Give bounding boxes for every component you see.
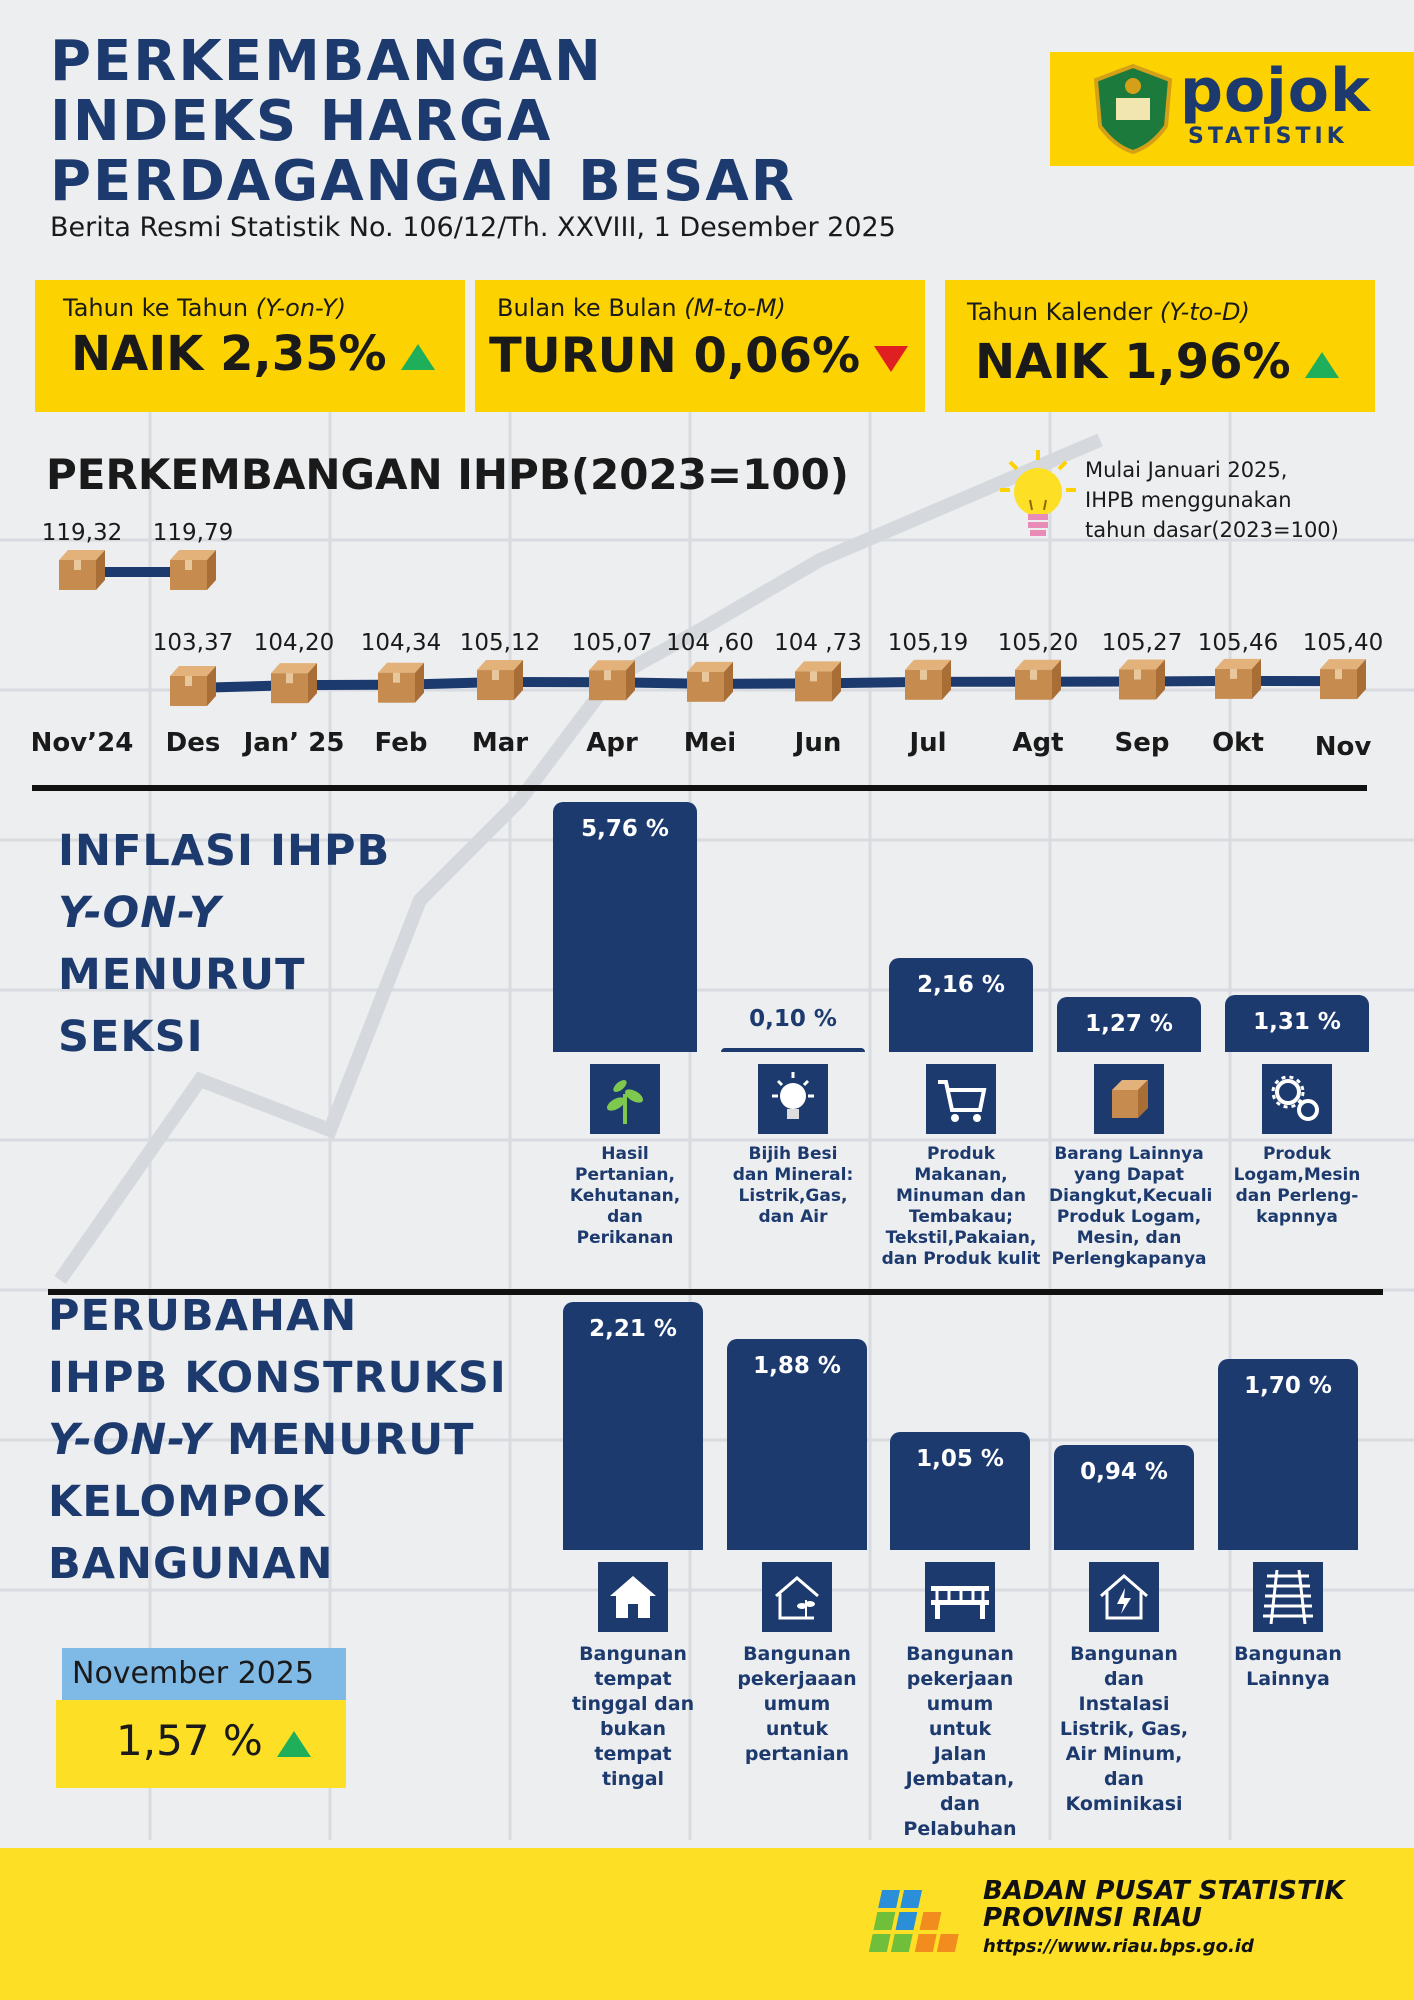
riau-emblem-icon <box>1092 64 1174 154</box>
seksi-heading <box>58 820 390 1068</box>
point-label: 104,34 <box>360 630 442 656</box>
cardboard-box-icon <box>1015 660 1061 700</box>
up-arrow-icon <box>277 1731 311 1757</box>
heading-line: BANGUNAN <box>48 1539 334 1589</box>
trend-svg <box>0 510 1414 770</box>
point-label: 104,20 <box>253 630 335 656</box>
category-label-line: untuk <box>928 1718 992 1740</box>
category-label-line: pertanian <box>744 1743 850 1765</box>
month-label: Nov’24 <box>30 728 134 758</box>
konstruksi-heading <box>48 1285 507 1595</box>
category-label-line: Instalasi <box>1078 1693 1170 1715</box>
series-line-new <box>193 681 1343 688</box>
month-label: Jan’ 25 <box>243 728 345 758</box>
point-label: 104 ,73 <box>774 630 862 656</box>
note-line: tahun dasar(2023=100) <box>1085 518 1339 542</box>
category-label-line: Produk <box>926 1144 996 1164</box>
month-label: Agt <box>1012 728 1064 758</box>
stat-value: NAIK 2,35% <box>71 326 387 382</box>
category-label-line: yang Dapat <box>1073 1165 1185 1185</box>
logo-sub: STATISTIK <box>1188 124 1348 149</box>
month-label: Jun <box>794 728 842 758</box>
month-label: Sep <box>1114 728 1170 758</box>
point-label: 105,20 <box>997 630 1079 656</box>
bps-name-line2: PROVINSI RIAU <box>983 1903 1203 1933</box>
category-label-line: umum <box>926 1693 994 1715</box>
month-label: Nov <box>1314 732 1372 762</box>
category-label-line: Pelabuhan <box>903 1818 1017 1840</box>
pojok-statistik-logo <box>1050 52 1414 166</box>
release-subtitle: Berita Resmi Statistik No. 106/12/Th. XXVIII, 1 Desember 2025 <box>50 212 896 243</box>
point-label: 105,40 <box>1302 630 1384 656</box>
heading-line: IHPB KONSTRUKSI <box>48 1353 507 1403</box>
konstruksi-value-box <box>56 1700 346 1788</box>
section-divider <box>32 785 1367 791</box>
point-label: 103,37 <box>152 630 234 656</box>
stat-value: NAIK 1,96% <box>975 334 1291 390</box>
cardboard-box-icon <box>1320 659 1366 699</box>
category-label-line: tingal <box>601 1768 665 1790</box>
bar <box>890 1432 1030 1550</box>
category-label-line: umum <box>763 1693 831 1715</box>
category-label-line: Produk Logam, <box>1056 1207 1202 1227</box>
category-label-line: Barang Lainnya <box>1054 1144 1204 1164</box>
category-label-line: Tekstil,Pakaian, <box>885 1228 1037 1248</box>
stat-label-italic: (M-to-M) <box>684 294 786 322</box>
category-label-line: Logam,Mesin <box>1233 1165 1361 1185</box>
heading-line: KELOMPOK <box>48 1477 326 1527</box>
bar <box>553 802 697 1052</box>
bar-value-label: 0,10 % <box>749 1005 837 1032</box>
category-label-line: Listrik,Gas, <box>738 1186 848 1206</box>
category-label-line: dan <box>607 1207 643 1227</box>
category-label-line: Jalan <box>933 1743 987 1765</box>
category-label-line: Tembakau; <box>909 1207 1013 1227</box>
cardboard-box-icon <box>271 663 317 703</box>
category-label-line: Bangunan <box>906 1643 1014 1665</box>
category-label-line: Diangkut,Kecuali <box>1049 1186 1213 1206</box>
point-label: 119,79 <box>152 520 234 546</box>
category-label-line: Perikanan <box>576 1228 674 1248</box>
cardboard-box-icon <box>795 661 841 701</box>
category-label-line: Air Minum, <box>1065 1743 1183 1765</box>
cardboard-box-icon <box>477 660 523 700</box>
bar <box>889 958 1033 1052</box>
bar <box>563 1302 703 1550</box>
bar-value-label: 5,76 % <box>581 816 669 842</box>
stat-label-italic: (Y-to-D) <box>1159 298 1250 326</box>
month-label: Mei <box>683 728 737 758</box>
category-label-line: dan <box>1104 1768 1144 1790</box>
category-label-line: Bangunan <box>743 1643 851 1665</box>
category-label-line: Makanan, <box>914 1165 1008 1185</box>
cardboard-box-icon <box>1215 659 1261 699</box>
note-line: Mulai Januari 2025, <box>1085 458 1288 482</box>
point-label: 105,12 <box>459 630 541 656</box>
cardboard-box-icon <box>589 660 635 700</box>
category-label-line: Bangunan <box>1070 1643 1178 1665</box>
note-line: IHPB menggunakan <box>1085 488 1292 512</box>
stat-mtm <box>475 280 925 412</box>
category-label-line: dan Air <box>758 1207 828 1227</box>
category-label-line: pekerjaan <box>906 1668 1014 1690</box>
point-label: 105,19 <box>887 630 969 656</box>
month-label: Apr <box>586 728 638 758</box>
stat-value: TURUN 0,06% <box>489 328 861 384</box>
bar <box>1218 1359 1358 1550</box>
ihpb-trend-chart <box>0 510 1414 770</box>
up-arrow-icon <box>1305 352 1339 378</box>
footer <box>0 1848 1414 2000</box>
category-label-line: Bangunan <box>1234 1643 1342 1665</box>
heading-line: Y-ON-Y <box>58 888 222 938</box>
category-label-line: Pertanian, <box>575 1165 675 1185</box>
month-label: Jul <box>909 728 947 758</box>
category-label-line: Mesin, dan <box>1076 1228 1182 1248</box>
title-line: PERDAGANGAN BESAR <box>50 149 796 214</box>
cardboard-box-icon <box>1119 660 1165 700</box>
category-label-line: Minuman dan <box>896 1186 1026 1206</box>
category-label-line: Perlengkapanya <box>1051 1249 1207 1269</box>
up-arrow-icon <box>401 344 435 370</box>
category-label-line: tinggal dan <box>571 1693 695 1715</box>
heading-line: SEKSI <box>58 1012 204 1062</box>
category-label-line: dan Perleng- <box>1235 1186 1359 1206</box>
page-title <box>50 29 796 214</box>
title-line: PERKEMBANGAN <box>50 29 603 94</box>
stat-yoy <box>35 280 465 412</box>
category-label-line: Jembatan, <box>905 1768 1015 1790</box>
month-label: Mar <box>471 728 529 758</box>
bar-value-label: 2,21 % <box>589 1316 677 1342</box>
category-label-line: dan Mineral: <box>732 1165 854 1185</box>
category-label-line: Bijih Besi <box>748 1144 838 1164</box>
stat-ytd <box>945 280 1375 412</box>
category-label-line: untuk <box>765 1718 829 1740</box>
heading-line: Y-ON-Y MENURUT <box>48 1415 475 1465</box>
point-label: 105,07 <box>571 630 653 656</box>
category-label-line: tempat <box>594 1743 672 1765</box>
stat-label: Tahun ke Tahun <box>63 294 249 322</box>
title-line: INDEKS HARGA <box>50 89 553 154</box>
cardboard-box-icon <box>170 666 216 706</box>
heading-line: INFLASI IHPB <box>58 826 391 876</box>
stat-label: Tahun Kalender <box>967 298 1153 326</box>
point-label: 105,46 <box>1197 630 1279 656</box>
period-label: November 2025 <box>72 1656 314 1691</box>
stat-label-italic: (Y-on-Y) <box>255 294 346 322</box>
logo-word: pojok <box>1180 56 1371 126</box>
bar-value-label: 1,31 % <box>1253 1009 1341 1036</box>
category-label-line: kapnnya <box>1256 1207 1338 1227</box>
category-label-line: Bangunan <box>579 1643 687 1665</box>
category-label-line: Kominikasi <box>1065 1793 1183 1815</box>
bar-value-label: 0,94 % <box>1080 1458 1168 1485</box>
heading-italic: Y-ON-Y <box>48 1415 212 1465</box>
bar-value-label: 2,16 % <box>917 972 1005 999</box>
bps-url[interactable]: https://www.riau.bps.go.id <box>983 1936 1254 1957</box>
bps-name-line1: BADAN PUSAT STATISTIK <box>983 1876 1345 1906</box>
down-arrow-icon <box>874 346 908 372</box>
category-label-line: Hasil <box>601 1144 649 1164</box>
point-label: 105,27 <box>1101 630 1183 656</box>
category-label-line: Lainnya <box>1246 1668 1330 1690</box>
point-label: 104 ,60 <box>666 630 754 656</box>
heading-line: PERUBAHAN <box>48 1291 358 1341</box>
month-label: Des <box>165 728 221 758</box>
cardboard-box-icon <box>378 663 424 703</box>
bar-value-label: 1,88 % <box>753 1353 841 1380</box>
category-label-line: Listrik, Gas, <box>1059 1718 1189 1740</box>
bar <box>727 1339 867 1550</box>
cardboard-box-icon <box>170 550 216 590</box>
category-label-line: Produk <box>1262 1144 1332 1164</box>
category-label-line: dan <box>940 1793 980 1815</box>
month-label: Okt <box>1212 728 1264 758</box>
category-label-line: Kehutanan, <box>569 1186 681 1206</box>
point-label: 119,32 <box>41 520 123 546</box>
category-label-line: pekerjaaan <box>737 1668 857 1690</box>
month-label: Feb <box>374 728 428 758</box>
bar-value-label: 1,27 % <box>1085 1010 1173 1037</box>
stat-label: Bulan ke Bulan <box>497 294 677 322</box>
category-label-line: tempat <box>594 1668 672 1690</box>
cardboard-box-icon <box>905 660 951 700</box>
period-box <box>62 1648 346 1700</box>
bar <box>1225 995 1369 1052</box>
bar <box>1054 1445 1194 1550</box>
konstruksi-value: 1,57 % <box>116 1716 263 1765</box>
bar <box>1057 997 1201 1052</box>
category-label-line: dan Produk kulit <box>881 1249 1041 1269</box>
cardboard-box-icon <box>687 662 733 702</box>
bar-value-label: 1,05 % <box>916 1446 1004 1473</box>
cardboard-box-icon <box>59 550 105 590</box>
bar-value-label: 1,70 % <box>1244 1373 1332 1400</box>
heading-line: MENURUT <box>58 950 306 1000</box>
category-label-line: dan <box>1104 1668 1144 1690</box>
bar <box>721 1048 865 1052</box>
trend-title: PERKEMBANGAN IHPB(2023=100) <box>46 450 849 499</box>
category-label-line: bukan <box>599 1718 667 1740</box>
bps-logo-icon <box>855 1876 975 1976</box>
